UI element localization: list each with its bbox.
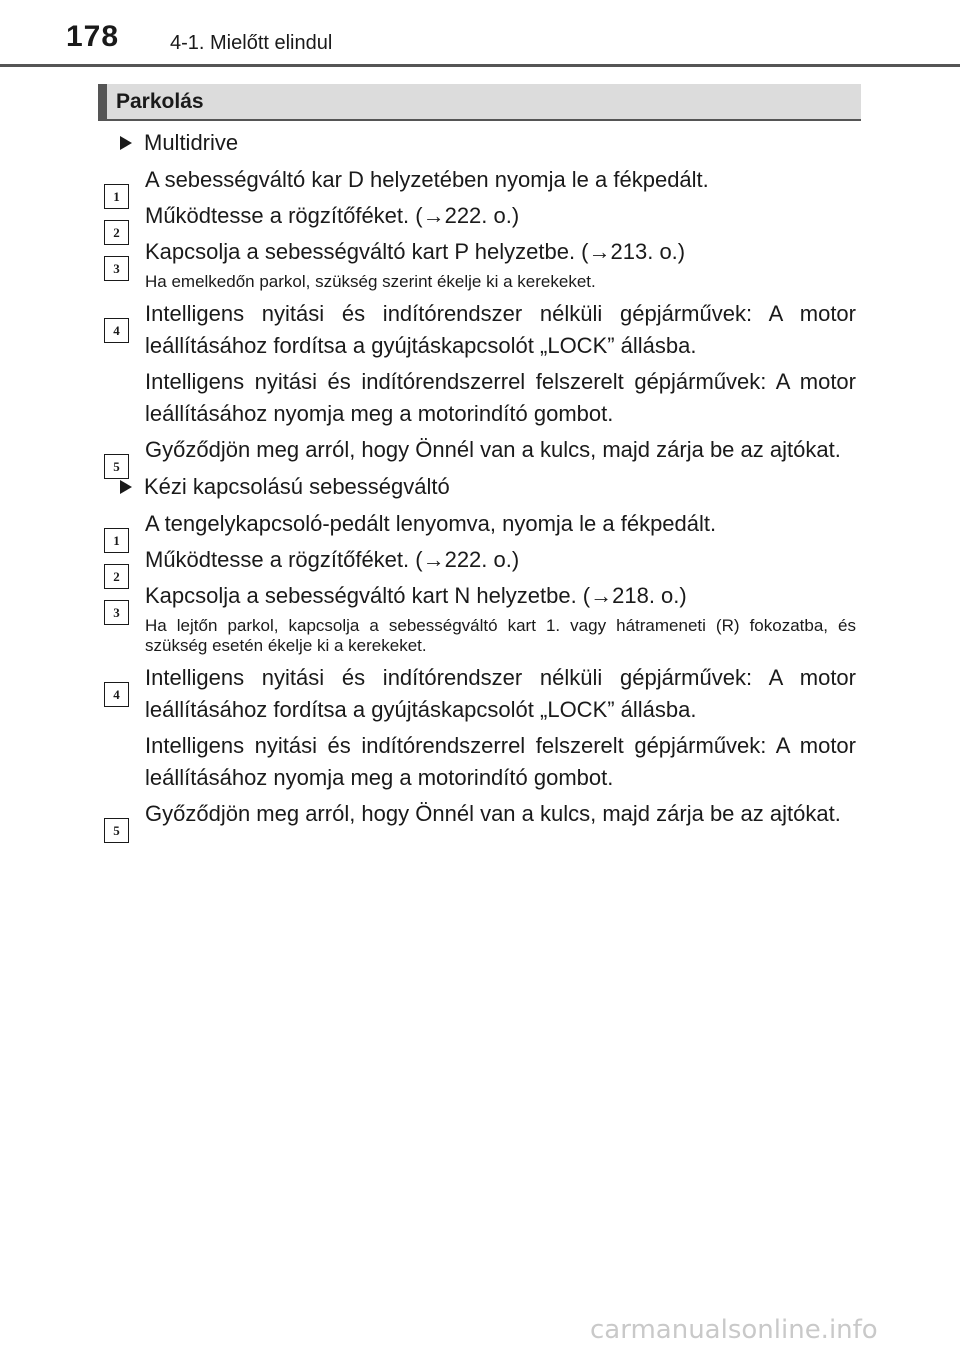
triangle-bullet-icon [120,136,132,150]
triangle-bullet-icon [120,480,132,494]
step-number-badge: 3 [104,600,129,625]
multidrive-steps [104,164,856,474]
step-item [104,544,856,584]
step-item [104,298,856,362]
step-number-badge: 5 [104,454,129,479]
step-number-badge: 1 [104,528,129,553]
step-text: Intelligens nyitási és indítórendszer nélküli gépjárművek: A motor leállításához fordítsa a gyújtáskapcsolót „LOCK” állásba. [145,301,856,358]
subhead-manual [104,470,856,504]
step-number-badge: 1 [104,184,129,209]
step-item [104,580,856,620]
step-number-badge: 4 [104,318,129,343]
chapter-title: 4-1. Mielőtt elindul [170,32,333,54]
step-note: Ha lejtőn parkol, kapcsolja a sebességváltó kart 1. vagy hátrameneti (R) fokozatba, és szükség esetén ékelje ki a kerekeket. [145,616,856,655]
step-item [104,434,856,474]
step-text: Győződjön meg arról, hogy Önnél van a kulcs, majd zárja be az ajtókat. [145,437,841,462]
step-item [104,662,856,726]
subhead-multidrive [104,126,856,160]
step-text: A sebességváltó kar D helyzetében nyomja le a fékpedált. [145,167,709,192]
page-number: 178 [66,20,120,53]
header-rule [0,64,960,67]
step-continuation: Intelligens nyitási és indítórendszerrel felszerelt gépjárművek: A motor leállításához nyomja meg a motorindító gombot. [145,733,856,790]
manual-block [104,470,856,838]
page-header [0,0,960,68]
step-number-badge: 5 [104,818,129,843]
step-item [104,798,856,838]
step-text: Működtesse a rögzítőféket. (→222. o.) [145,203,520,228]
step-number-badge: 3 [104,256,129,281]
manual-steps [104,508,856,838]
section-bar [98,84,861,121]
step-item [104,200,856,240]
subhead-label: Multidrive [144,130,239,155]
step-number-badge: 4 [104,682,129,707]
step-number-badge: 2 [104,564,129,589]
step-item [104,508,856,548]
step-text: Működtesse a rögzítőféket. (→222. o.) [145,547,520,572]
subhead-label: Kézi kapcsolású sebességváltó [144,474,450,499]
step-item [104,236,856,276]
step-text: Kapcsolja a sebességváltó kart P helyzetbe. (→213. o.) [145,239,686,264]
section-bar-accent [98,84,107,121]
step-continuation: Intelligens nyitási és indítórendszerrel felszerelt gépjárművek: A motor leállításához nyomja meg a motorindító gombot. [145,369,856,426]
step-number-badge: 2 [104,220,129,245]
step-text: Intelligens nyitási és indítórendszer nélküli gépjárművek: A motor leállításához fordítsa a gyújtáskapcsolót „LOCK” állásba. [145,665,856,722]
step-text: Győződjön meg arról, hogy Önnél van a kulcs, majd zárja be az ajtókat. [145,801,841,826]
section-title: Parkolás [116,90,204,113]
multidrive-block [104,126,856,474]
step-note: Ha emelkedőn parkol, szükség szerint ékelje ki a kerekeket. [145,272,596,291]
step-text: Kapcsolja a sebességváltó kart N helyzetbe. (→218. o.) [145,583,687,608]
content [104,126,856,838]
watermark: carmanualsonline.info [590,1315,878,1345]
step-text: A tengelykapcsoló-pedált lenyomva, nyomja le a fékpedált. [145,511,717,536]
step-item [104,164,856,204]
